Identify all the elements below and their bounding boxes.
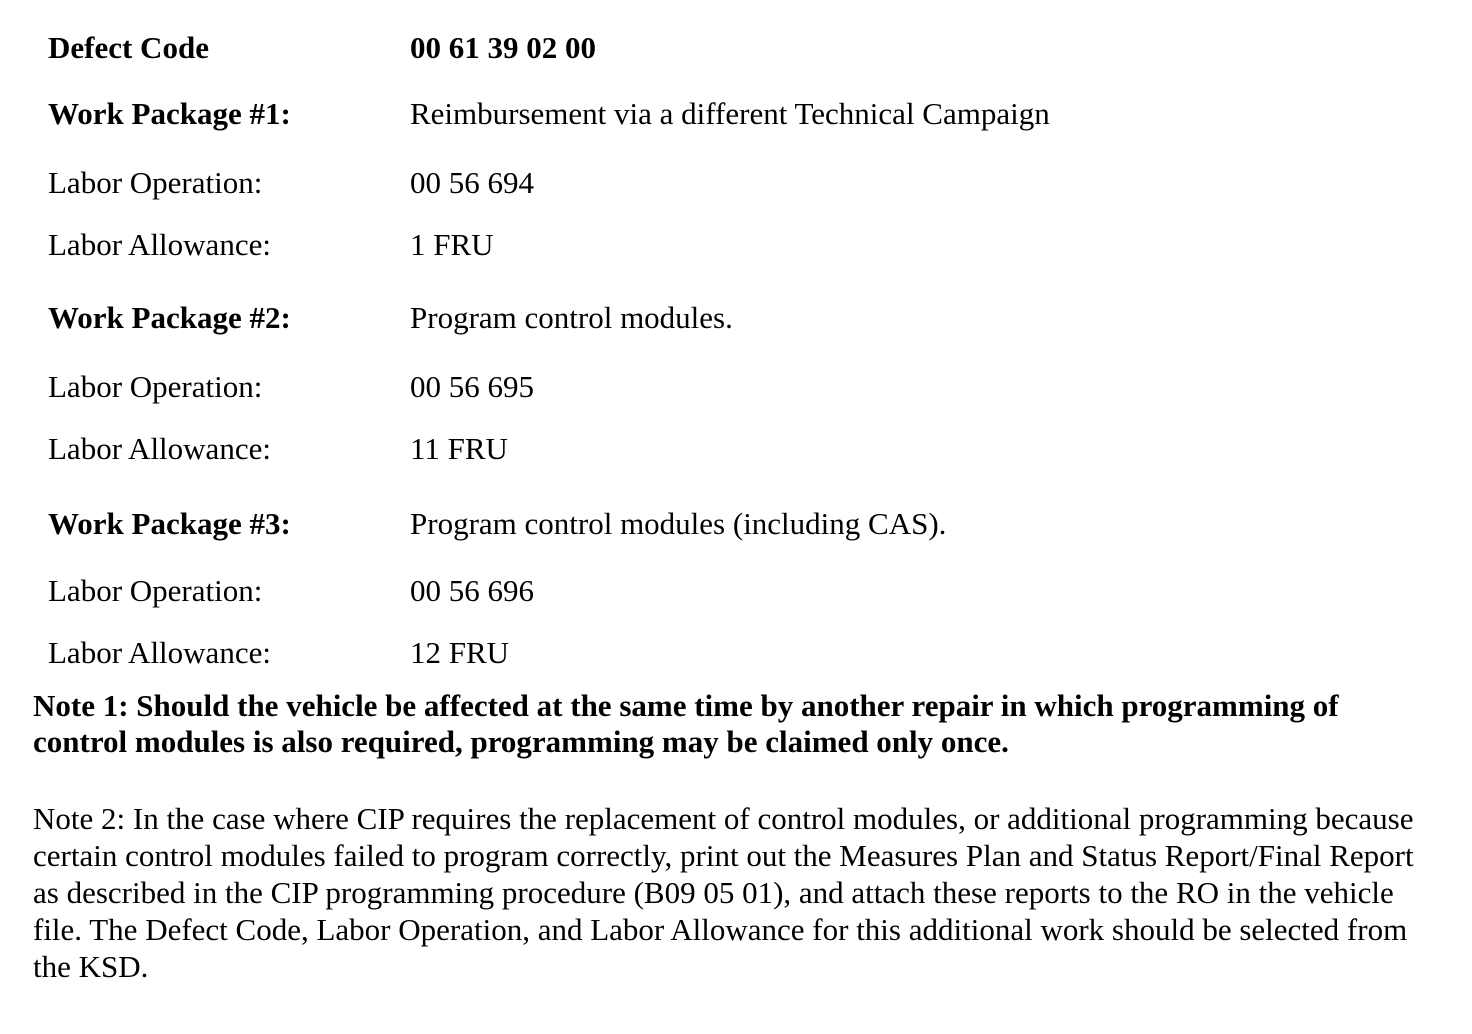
work-package-1-row (48, 96, 1428, 132)
labor-allowance-1-value: 1 FRU (410, 227, 494, 262)
labor-allowance-3-row (48, 635, 1428, 671)
work-package-2-label: Work Package #2: (48, 300, 291, 335)
labor-allowance-1-label: Labor Allowance: (48, 227, 271, 262)
labor-allowance-2-row (48, 431, 1428, 467)
work-package-3-description: Program control modules (including CAS). (410, 506, 947, 541)
defect-code-value: 00 61 39 02 00 (410, 30, 596, 65)
note-2: Note 2: In the case where CIP requires the replacement of control modules, or additional programming because certain control modules failed to program correctly, print out the Measures Plan and Status Report/Final Report as described in the CIP programming procedure (B09 05 01), and attach these reports to the RO in the vehicle file. The Defect Code, Labor Operation, and Labor Allowance for this additional work should be selected from the KSD. (33, 801, 1414, 984)
work-package-2-row (48, 300, 1428, 336)
work-package-1-label: Work Package #1: (48, 96, 291, 131)
labor-operation-2-value: 00 56 695 (410, 369, 534, 404)
labor-operation-3-value: 00 56 696 (410, 573, 534, 608)
labor-operation-1-row (48, 165, 1428, 201)
work-package-3-label: Work Package #3: (48, 506, 291, 541)
labor-operation-2-row (48, 369, 1428, 405)
labor-allowance-1-row (48, 227, 1428, 263)
labor-operation-2-label: Labor Operation: (48, 369, 263, 404)
defect-code-label: Defect Code (48, 30, 209, 65)
labor-allowance-3-label: Labor Allowance: (48, 635, 271, 670)
labor-operation-3-row (48, 573, 1428, 609)
labor-allowance-2-value: 11 FRU (410, 431, 508, 466)
labor-operation-1-label: Labor Operation: (48, 165, 263, 200)
defect-code-row (48, 30, 1428, 66)
labor-allowance-2-label: Labor Allowance: (48, 431, 271, 466)
work-package-1-description: Reimbursement via a different Technical Campaign (410, 96, 1050, 131)
work-package-3-row (48, 506, 1428, 542)
work-package-2-description: Program control modules. (410, 300, 733, 335)
labor-operation-1-value: 00 56 694 (410, 165, 534, 200)
labor-operation-3-label: Labor Operation: (48, 573, 263, 608)
note-1: Note 1: Should the vehicle be affected at the same time by another repair in which programming of control modules is also required, programming may be claimed only once. (33, 688, 1339, 759)
labor-allowance-3-value: 12 FRU (410, 635, 510, 670)
